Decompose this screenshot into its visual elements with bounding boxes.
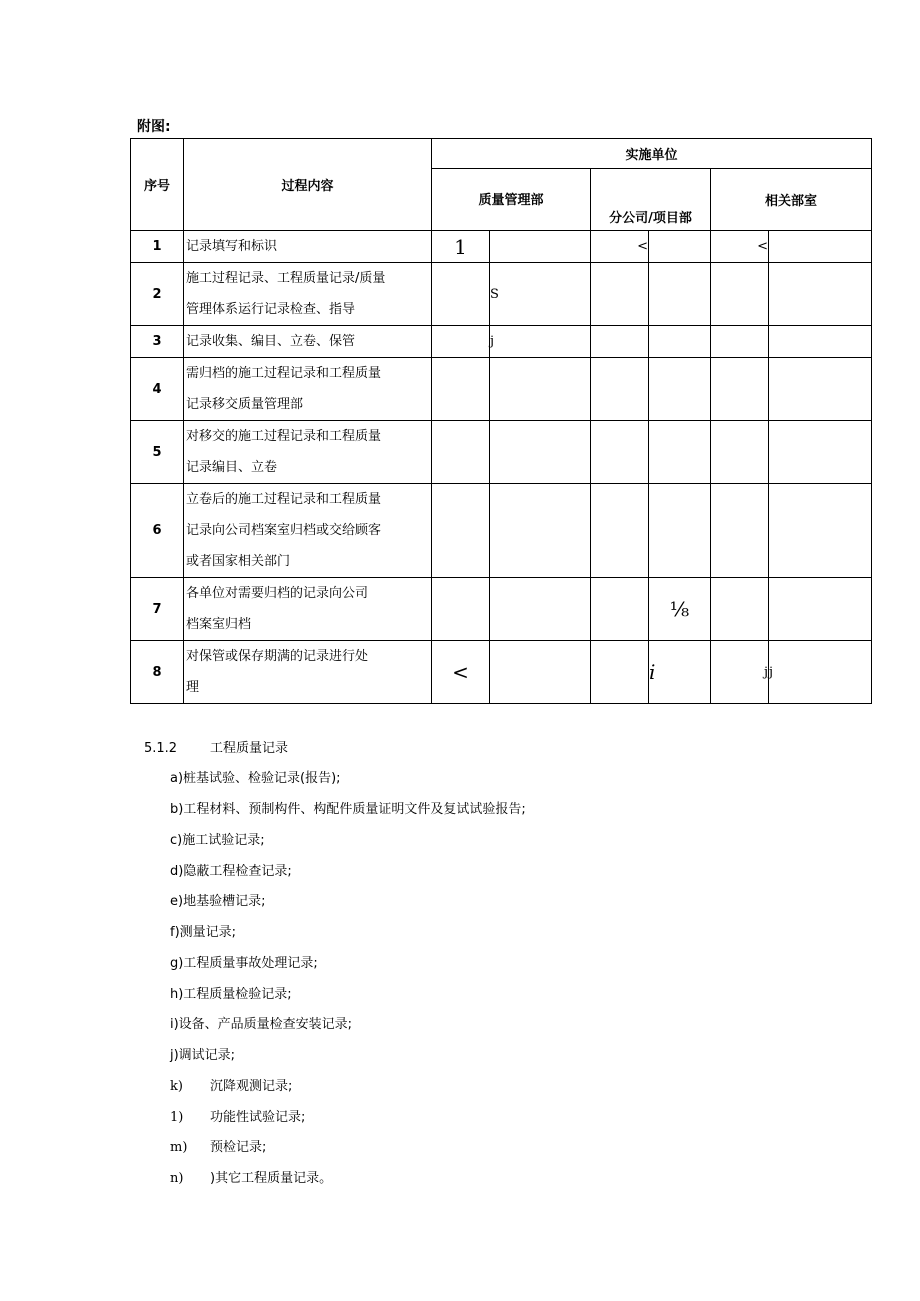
cell-empty <box>769 326 872 358</box>
table-row <box>131 263 872 326</box>
list-item: g)工程质量事故处理记录; <box>170 956 318 971</box>
table-row <box>131 358 872 421</box>
list-item: c)施工试验记录; <box>170 833 265 848</box>
table-row <box>131 484 872 578</box>
row-seq: 1 <box>131 231 184 263</box>
cell-mark: 1 <box>432 231 490 263</box>
figure-caption: 附图: <box>137 119 171 135</box>
list-item: h)工程质量检验记录; <box>170 987 292 1002</box>
row-content: 记录填写和标识 <box>184 231 432 263</box>
list-text: 沉降观测记录; <box>210 1079 293 1094</box>
list-item <box>170 1136 266 1155</box>
list-label: k) <box>170 1079 183 1094</box>
list-item: a)桩基试验、检验记录(报告); <box>170 771 341 786</box>
row-content: 对保管或保存期满的记录进行处 理 <box>184 641 432 704</box>
table-row <box>131 326 872 358</box>
table-row <box>131 231 872 263</box>
cell-mark: i <box>649 641 711 704</box>
list-item: i)设备、产品质量检查安装记录; <box>170 1017 353 1032</box>
row-seq: 8 <box>131 641 184 704</box>
row-content: 施工过程记录、工程质量记录/质量 管理体系运行记录检查、指导 <box>184 263 432 326</box>
cell-empty <box>769 421 872 484</box>
section-heading <box>144 737 288 756</box>
cell-mark: j <box>490 326 591 358</box>
table-row <box>131 421 872 484</box>
cell-empty <box>432 263 490 326</box>
cell-empty <box>490 231 591 263</box>
section-title: 工程质量记录 <box>210 741 289 756</box>
cell-mark: < <box>711 231 769 263</box>
row-content: 记录收集、编目、立卷、保管 <box>184 326 432 358</box>
list-text: 功能性试验记录; <box>210 1110 306 1125</box>
cell-empty <box>711 326 769 358</box>
row-seq: 4 <box>131 358 184 421</box>
list-item: d)隐蔽工程检查记录; <box>170 864 292 879</box>
list-item: j)调试记录; <box>170 1048 236 1063</box>
cell-empty <box>649 263 711 326</box>
header-content: 过程内容 <box>184 139 432 231</box>
list-label: n) <box>170 1171 184 1186</box>
row-seq: 5 <box>131 421 184 484</box>
list-text: )其它工程质量记录。 <box>210 1171 333 1186</box>
row-content: 各单位对需要归档的记录向公司 档案室归档 <box>184 578 432 641</box>
cell-empty <box>769 484 872 578</box>
list-text: 预检记录; <box>210 1140 267 1155</box>
cell-empty <box>432 358 490 421</box>
cell-empty <box>591 326 649 358</box>
cell-mark: < <box>591 231 649 263</box>
cell-empty <box>769 358 872 421</box>
header-quality-dept: 质量管理部 <box>432 169 591 231</box>
cell-empty <box>432 421 490 484</box>
cell-empty <box>769 263 872 326</box>
cell-empty <box>490 484 591 578</box>
cell-empty <box>432 326 490 358</box>
cell-empty <box>591 263 649 326</box>
cell-empty <box>591 358 649 421</box>
cell-empty <box>432 484 490 578</box>
header-seq: 序号 <box>131 139 184 231</box>
cell-empty <box>490 641 591 704</box>
cell-mark <box>591 641 649 704</box>
cell-empty <box>591 421 649 484</box>
cell-empty <box>711 578 769 641</box>
section-number: 5.1.2 <box>144 741 178 756</box>
cell-empty <box>591 484 649 578</box>
cell-empty <box>432 578 490 641</box>
row-seq: 2 <box>131 263 184 326</box>
row-seq: 3 <box>131 326 184 358</box>
list-label: 1) <box>170 1110 184 1125</box>
cell-empty <box>711 263 769 326</box>
row-content: 立卷后的施工过程记录和工程质量 记录向公司档案室归档或交给顾客 或者国家相关部门 <box>184 484 432 578</box>
cell-empty <box>591 578 649 641</box>
responsibility-table <box>130 138 872 704</box>
cell-empty <box>649 358 711 421</box>
list-item: e)地基验槽记录; <box>170 894 266 909</box>
cell-mark: < <box>432 641 490 704</box>
list-item: b)工程材料、预制构件、构配件质量证明文件及复试试验报告; <box>170 802 526 817</box>
header-implementing-unit: 实施单位 <box>432 139 872 169</box>
cell-empty <box>649 421 711 484</box>
row-seq: 6 <box>131 484 184 578</box>
cell-empty <box>490 421 591 484</box>
header-row-1 <box>131 139 872 169</box>
list-label: m) <box>170 1140 188 1155</box>
cell-mark: S <box>490 263 591 326</box>
cell-empty <box>711 358 769 421</box>
cell-empty <box>769 578 872 641</box>
cell-empty <box>649 231 711 263</box>
table-row <box>131 641 872 704</box>
cell-empty <box>490 578 591 641</box>
cell-empty <box>769 231 872 263</box>
table-row <box>131 578 872 641</box>
cell-mark: j <box>769 641 872 704</box>
row-seq: 7 <box>131 578 184 641</box>
cell-mark: ⅛ <box>649 578 711 641</box>
list-item <box>170 1167 332 1186</box>
row-content: 对移交的施工过程记录和工程质量 记录编目、立卷 <box>184 421 432 484</box>
cell-empty <box>649 484 711 578</box>
cell-mark: j <box>711 641 769 704</box>
header-related-dept: 相关部室 <box>711 169 872 231</box>
cell-empty <box>490 358 591 421</box>
cell-empty <box>711 421 769 484</box>
row-content: 需归档的施工过程记录和工程质量 记录移交质量管理部 <box>184 358 432 421</box>
cell-empty <box>649 326 711 358</box>
list-item <box>170 1106 305 1125</box>
header-branch-project-dept: 分公司/项目部 <box>591 169 711 231</box>
cell-empty <box>711 484 769 578</box>
list-item: f)测量记录; <box>170 925 237 940</box>
list-item <box>170 1075 292 1094</box>
